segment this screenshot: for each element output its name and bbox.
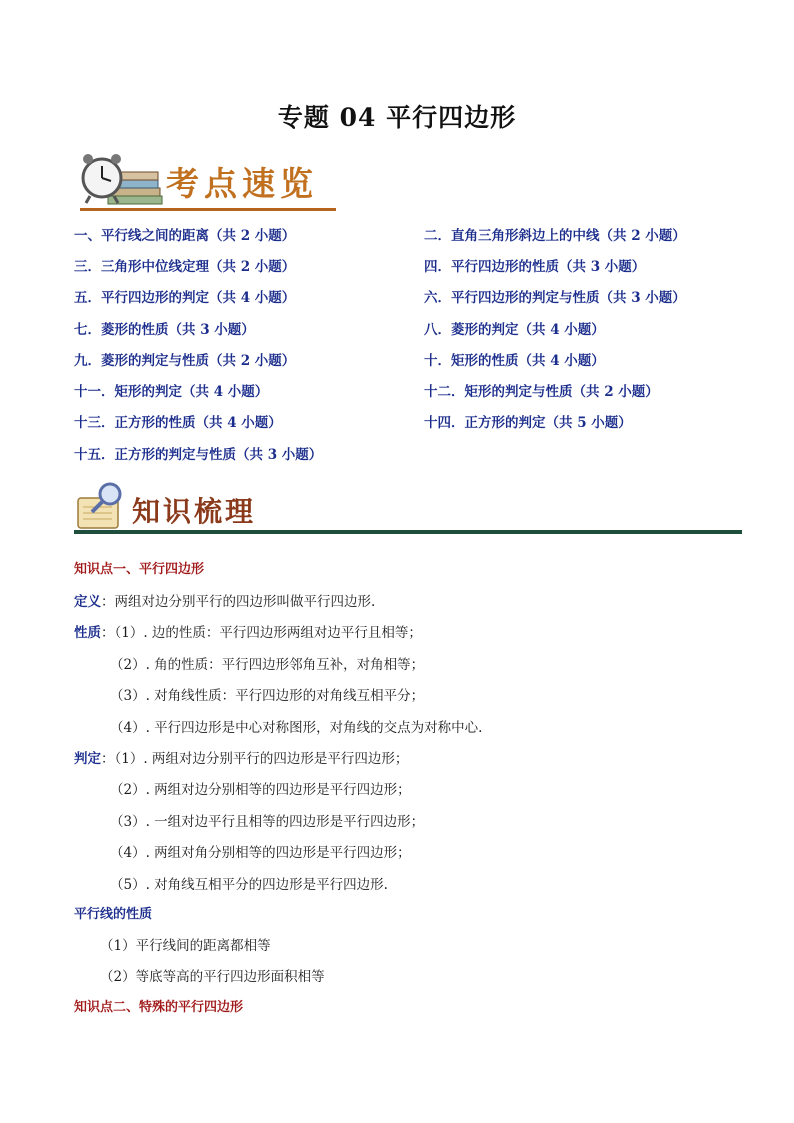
toc-banner-title: 考点速览: [166, 164, 318, 203]
toc-item[interactable]: 三．三角形中位线定理（共 2 小题）: [74, 259, 296, 275]
property-item: （2）. 角的性质：平行四边形邻角互补，对角相等；: [110, 657, 425, 673]
parallel-item: （1）平行线间的距离都相等: [100, 938, 271, 954]
toc-item[interactable]: 十五．正方形的判定与性质（共 3 小题）: [74, 447, 323, 463]
toc-banner: [74, 148, 336, 214]
property-line: [74, 621, 422, 641]
section-title: 知识点一、平行四边形: [74, 562, 205, 577]
subsection-title: 平行线的性质: [74, 907, 153, 922]
definition-line: [74, 590, 375, 610]
judgement-item: ：（1）. 两组对边分别平行的四边形是平行四边形；: [101, 751, 409, 767]
toc-item[interactable]: 七．菱形的性质（共 3 小题）: [74, 322, 255, 338]
knowledge-banner-bar: [74, 530, 742, 534]
page-title: 专题 04 平行四边形: [277, 103, 517, 132]
knowledge-banner: [74, 480, 742, 536]
toc-item[interactable]: 四．平行四边形的性质（共 3 小题）: [424, 259, 646, 275]
clock-books-icon: [74, 148, 166, 210]
definition-text: ：两组对边分别平行的四边形叫做平行四边形.: [101, 594, 376, 610]
toc-item[interactable]: 九．菱形的判定与性质（共 2 小题）: [74, 353, 296, 369]
toc-item[interactable]: 十四．正方形的判定（共 5 小题）: [424, 415, 632, 431]
toc-item[interactable]: 十三．正方形的性质（共 4 小题）: [74, 415, 282, 431]
toc-item[interactable]: 十二．矩形的判定与性质（共 2 小题）: [424, 384, 659, 400]
parallel-item: （2）等底等高的平行四边形面积相等: [100, 969, 325, 985]
definition-label: 定义: [74, 594, 101, 610]
toc-item[interactable]: 二．直角三角形斜边上的中线（共 2 小题）: [424, 228, 686, 244]
toc-item[interactable]: 十．矩形的性质（共 4 小题）: [424, 353, 605, 369]
property-item: （4）. 平行四边形是中心对称图形，对角线的交点为对称中心.: [110, 720, 483, 736]
toc-item[interactable]: 十一．矩形的判定（共 4 小题）: [74, 384, 269, 400]
properties-label: 性质: [74, 625, 101, 641]
judgement-item: （4）. 两组对角分别相等的四边形是平行四边形；: [110, 845, 411, 861]
toc-item[interactable]: 一、平行线之间的距离（共 2 小题）: [74, 228, 296, 244]
judgement-item: （5）. 对角线互相平分的四边形是平行四边形.: [110, 877, 388, 893]
property-item: （3）. 对角线性质：平行四边形的对角线互相平分；: [110, 688, 425, 704]
judgement-label: 判定: [74, 751, 101, 767]
judgement-item: （3）. 一组对边平行且相等的四边形是平行四边形；: [110, 814, 425, 830]
toc-banner-underline: [80, 208, 336, 211]
section-title: 知识点二、特殊的平行四边形: [74, 1000, 244, 1015]
judgement-line: [74, 747, 408, 767]
magnifier-notebook-icon: [74, 480, 130, 532]
knowledge-banner-title: 知识梳理: [132, 495, 257, 528]
judgement-item: （2）. 两组对边分别相等的四边形是平行四边形；: [110, 782, 411, 798]
toc-item[interactable]: 六．平行四边形的判定与性质（共 3 小题）: [424, 290, 686, 306]
toc-item[interactable]: 五．平行四边形的判定（共 4 小题）: [74, 290, 296, 306]
property-item: ：（1）. 边的性质：平行四边形两组对边平行且相等；: [101, 625, 422, 641]
toc-item[interactable]: 八．菱形的判定（共 4 小题）: [424, 322, 605, 338]
